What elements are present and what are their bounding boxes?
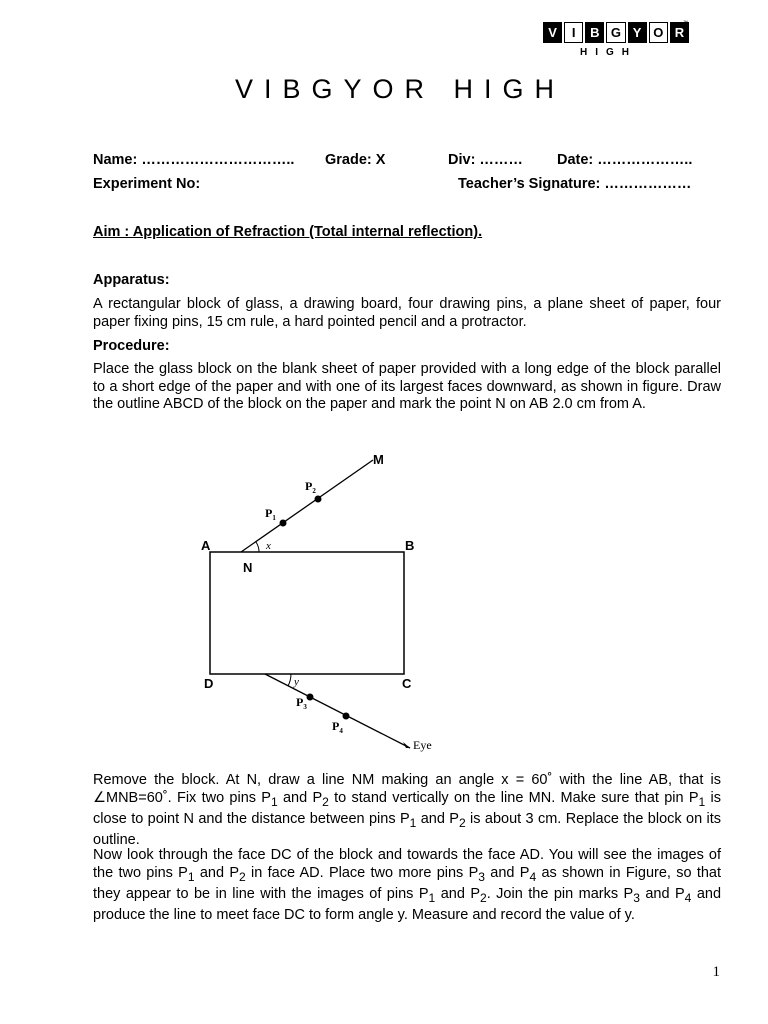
label-p4-letter: P	[332, 719, 340, 733]
page-number: 1	[712, 964, 720, 980]
aim-heading: Aim : Application of Refraction (Total internal reflection).	[93, 224, 483, 240]
text-run: and P	[277, 789, 323, 806]
pin-p1	[280, 520, 287, 527]
subscript: 4	[529, 869, 537, 884]
logo-subtitle: HIGH	[580, 47, 637, 58]
experiment-field: Experiment No:	[93, 176, 201, 192]
label-p3	[296, 695, 307, 711]
glass-block-outline	[210, 552, 404, 674]
refraction-diagram	[195, 448, 455, 758]
instruction-paragraph-1	[93, 772, 721, 850]
trademark-mark: ™	[683, 20, 688, 26]
procedure-text: Place the glass block on the blank sheet of paper provided with a long edge of the block parallel to a short edge of the paper and with one of its largest faces downward, as shown in figure. Draw the outline ABCD of the block on the paper and mark the point N on AB 2.0 cm from A.	[93, 361, 721, 412]
text-run: and P	[435, 885, 480, 902]
subscript: 2	[322, 794, 329, 809]
text-run: Now look through the face DC of the block and towards the face AD. You will see the images of the two pins P	[93, 847, 721, 881]
pin-p3	[307, 694, 314, 701]
label-b: B	[405, 538, 415, 553]
logo-letter: V	[543, 22, 562, 43]
subscript: 1	[428, 890, 436, 905]
pin-p2	[315, 496, 322, 503]
label-p2-letter: P	[305, 479, 313, 493]
logo-letter: B	[585, 22, 604, 43]
label-m: M	[373, 452, 384, 467]
page-title: VIBGYOR HIGH	[234, 74, 566, 104]
label-angle-x: x	[266, 540, 271, 552]
text-run: and P	[194, 864, 240, 881]
logo-letter-row	[543, 22, 691, 43]
instruction-paragraph-2	[93, 847, 721, 925]
text-run: in face AD. Place two more pins P	[245, 864, 479, 881]
subscript: 2	[458, 815, 466, 830]
subscript: 4	[684, 890, 692, 905]
label-d: D	[204, 676, 214, 691]
label-p1-sub: 1	[272, 514, 276, 522]
procedure-heading: Procedure:	[93, 338, 170, 354]
date-field: Date: ………………..	[557, 152, 693, 168]
subscript: 2	[239, 869, 246, 884]
label-p1	[265, 506, 276, 522]
text-run: and P	[484, 864, 530, 881]
text-run: . Join the pin marks P	[486, 885, 634, 902]
text-run: to stand vertically on the line MN. Make sure that pin P	[328, 789, 699, 806]
logo-letter: I	[564, 22, 583, 43]
apparatus-heading: Apparatus:	[93, 272, 170, 288]
logo-letter: G	[606, 22, 625, 43]
subscript: 2	[480, 890, 487, 905]
emergent-line	[265, 674, 410, 748]
label-a: A	[201, 538, 211, 553]
text-run: as shown in Figure, so that they appear to be in line with the images of pins P	[93, 864, 722, 902]
grade-field: Grade: X	[325, 152, 386, 168]
label-n: N	[243, 560, 253, 575]
label-p2-sub: 2	[312, 487, 316, 495]
label-p4-sub: 4	[339, 727, 343, 735]
label-angle-y: y	[294, 676, 299, 688]
school-logo	[543, 22, 691, 62]
label-p1-letter: P	[265, 506, 273, 520]
subscript: 3	[478, 869, 485, 884]
div-field: Div: ………	[448, 152, 523, 168]
text-run: and produce the line to meet face DC to form angle y. Measure and record the value of y.	[93, 885, 722, 924]
teacher-signature-field: Teacher’s Signature: ………………	[458, 176, 692, 192]
name-field: Name: …………………………..	[93, 152, 295, 168]
label-p3-sub: 3	[303, 703, 307, 711]
subscript: 1	[187, 869, 195, 884]
subscript: 1	[409, 815, 417, 830]
text-run: and P	[639, 885, 685, 902]
subscript: 3	[633, 890, 640, 905]
logo-letter: R	[670, 22, 689, 43]
subscript: 1	[698, 794, 706, 809]
pin-p4	[343, 713, 350, 720]
incident-line-nm	[241, 460, 373, 552]
text-run: and P	[416, 810, 459, 827]
label-eye: Eye	[413, 738, 432, 752]
label-p4	[332, 719, 343, 735]
angle-y-arc	[288, 674, 291, 686]
label-p3-letter: P	[296, 695, 304, 709]
label-p2	[305, 479, 316, 495]
logo-letter: O	[649, 22, 668, 43]
subscript: 1	[270, 794, 278, 809]
label-c: C	[402, 676, 412, 691]
text-run: is close to point N and the distance between pins P	[93, 789, 722, 827]
text-run: is about 3 cm. Replace the block on its outline.	[93, 810, 722, 849]
angle-x-arc	[256, 542, 259, 552]
logo-letter: Y	[628, 22, 647, 43]
text-run: Remove the block. At N, draw a line NM making an angle x = 60˚ with the line AB, that is ∠MNB=60˚. Fix two pins P	[93, 772, 721, 806]
apparatus-text: A rectangular block of glass, a drawing board, four drawing pins, a plane sheet of paper, four paper fixing pins, 15 cm rule, a hard pointed pencil and a protractor.	[93, 296, 721, 330]
